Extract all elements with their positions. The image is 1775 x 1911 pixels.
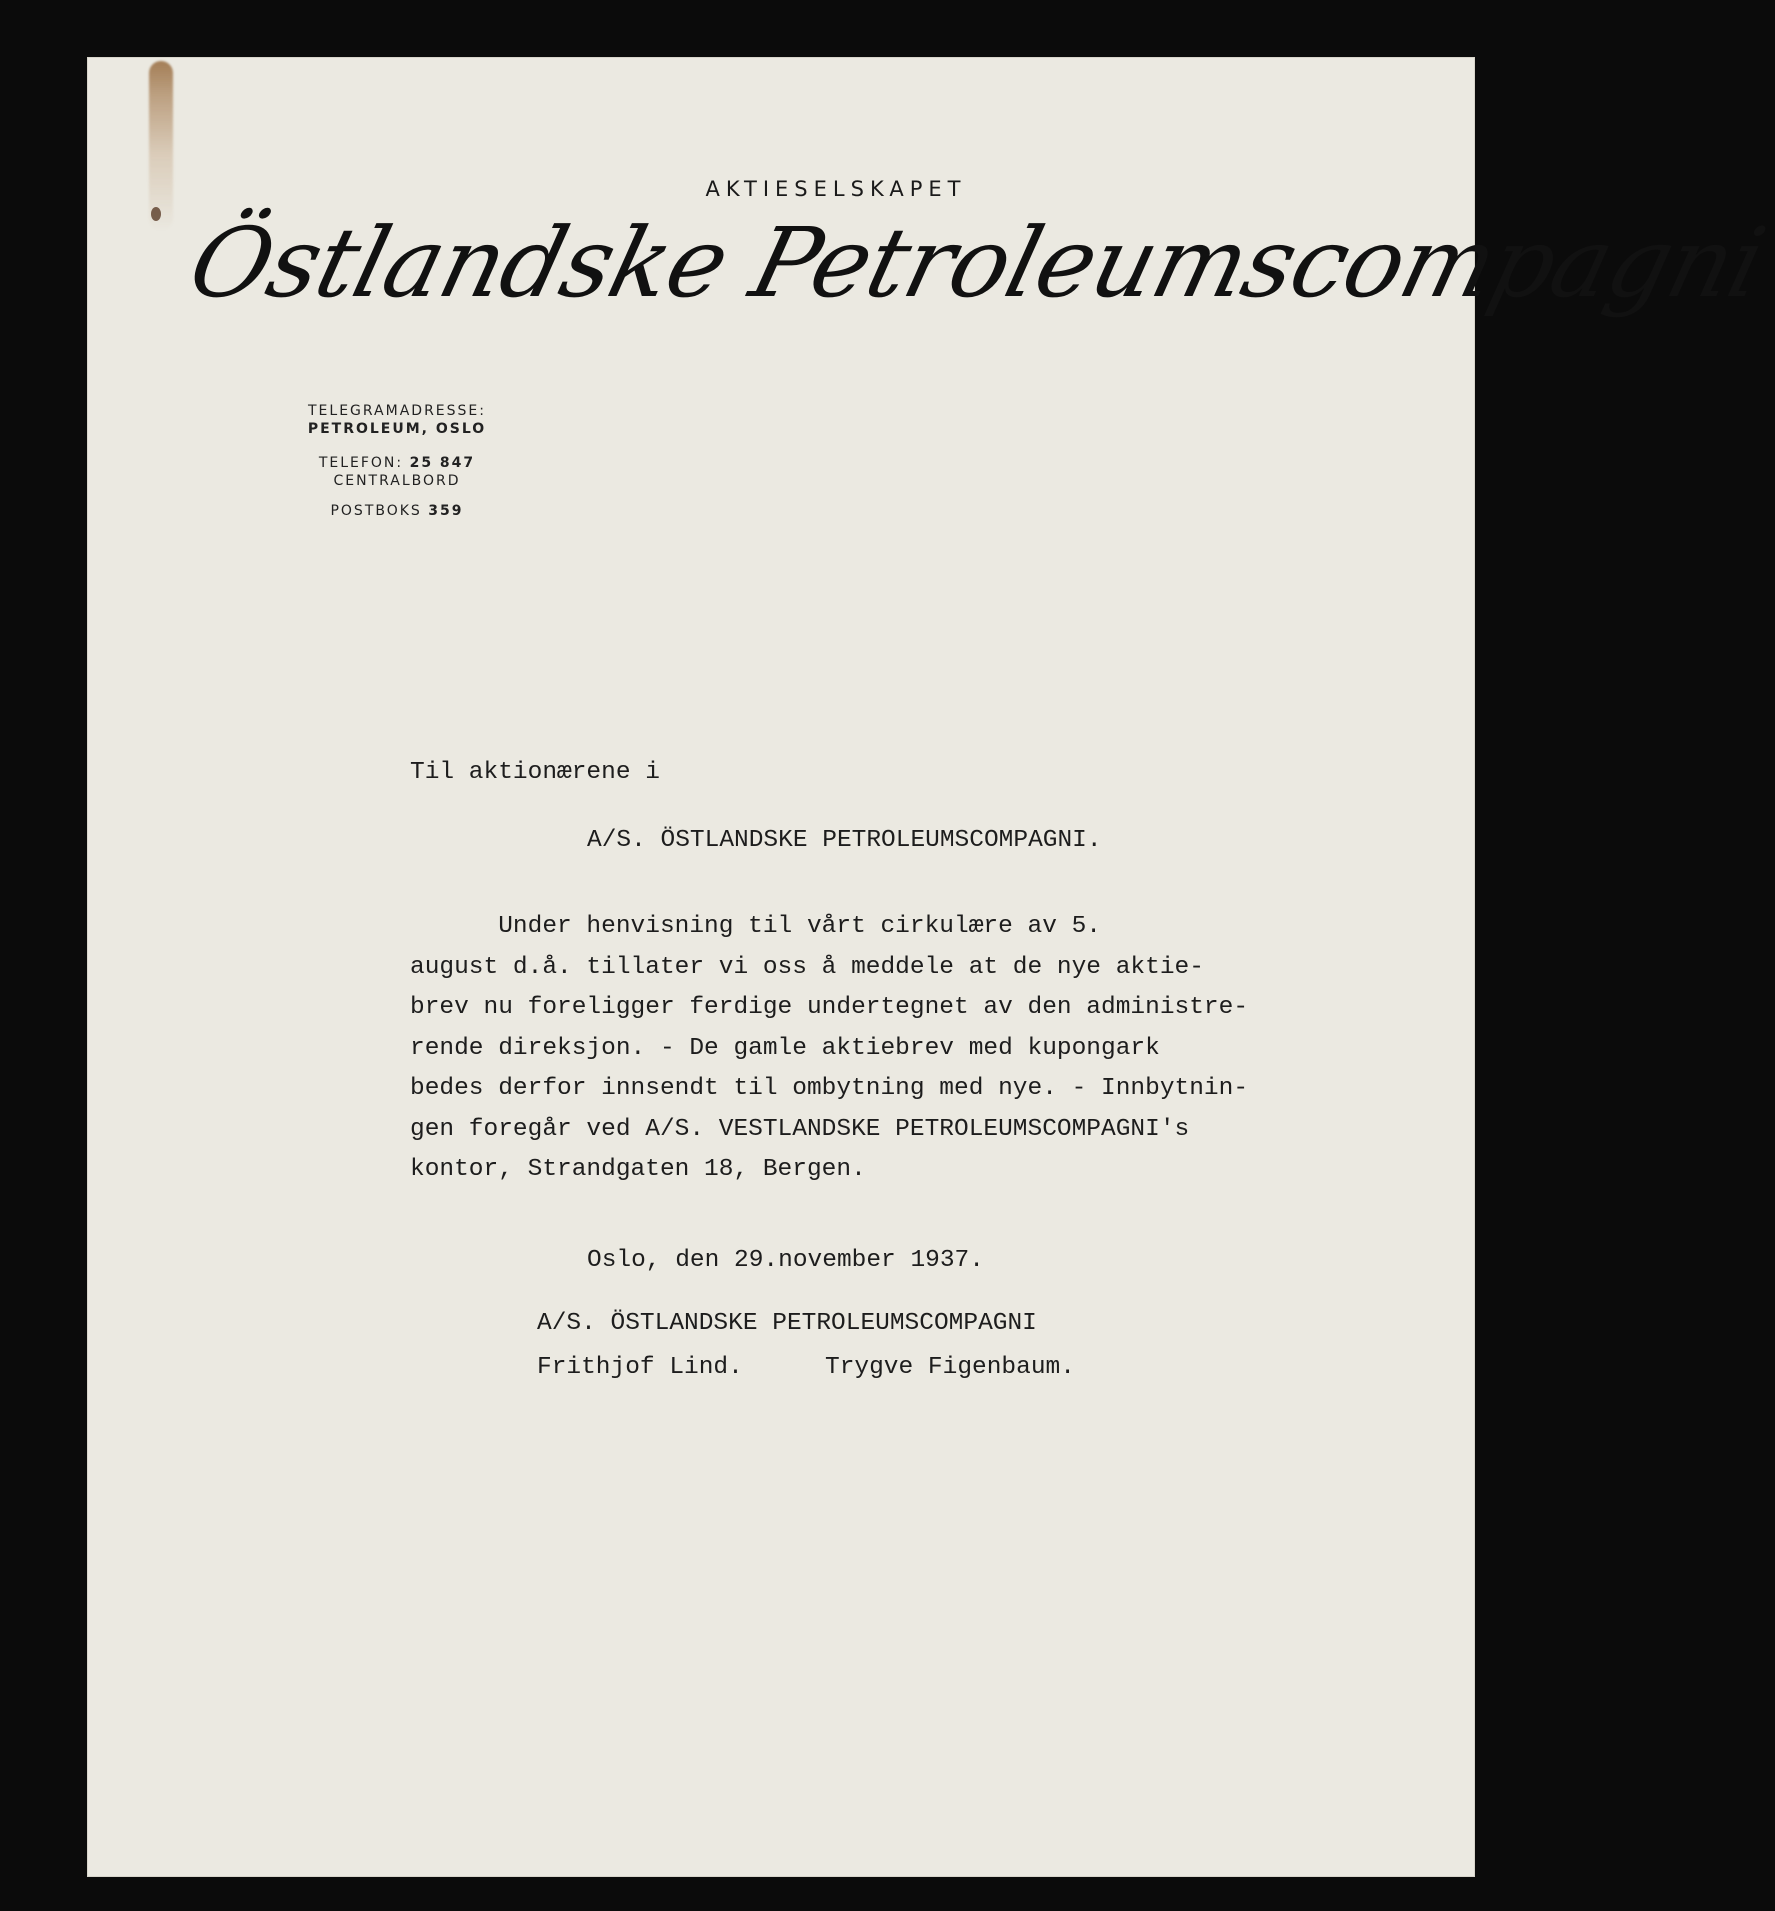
switchboard-label: CENTRALBORD (333, 473, 461, 489)
body-line: kontor, Strandgaten 18, Bergen. (410, 1156, 866, 1183)
letter-page (87, 57, 1775, 1877)
signatory-1: Frithjof Lind. (537, 1354, 743, 1381)
company-form-prefix: AKTIESELSKAPET (705, 177, 967, 201)
phone-label: TELEFON: (318, 455, 404, 471)
place-and-date: Oslo, den 29.november 1937. (587, 1247, 984, 1274)
body-line: Under henvisning til vårt cirkulære av 5. (410, 913, 1102, 940)
body-line: august d.å. tillater vi oss å meddele at de nye aktie- (410, 953, 1204, 981)
phone-line (277, 454, 517, 472)
signatory-2: Trygve Figenbaum. (825, 1354, 1075, 1381)
body-line: bedes derfor innsendt til ombytning med nye. - Innbytnin- (410, 1075, 1249, 1102)
body-line: brev nu foreligger ferdige undertegnet av den administre- (410, 994, 1249, 1021)
letter-body (410, 907, 1330, 1191)
salutation: Til aktionærene i (410, 759, 660, 786)
postbox-line (277, 502, 517, 520)
postbox-number: 359 (428, 503, 464, 519)
rust-stain (149, 61, 173, 231)
telegram-label: TELEGRAMADRESSE: (308, 403, 486, 419)
body-line: rende direksjon. - De gamle aktiebrev med kupongark (410, 1034, 1160, 1062)
company-name-script: Östlandske Petroleumscompagni (179, 207, 1775, 319)
phone-number: 25 847 (409, 455, 476, 471)
postbox-label: POSTBOKS (330, 503, 422, 519)
body-line: gen foregår ved A/S. VESTLANDSKE PETROLEUMSCOMPAGNI's (410, 1115, 1190, 1143)
signature-company: A/S. ÖSTLANDSKE PETROLEUMSCOMPAGNI (537, 1310, 1037, 1337)
letterhead-contact-block (277, 402, 517, 520)
rust-spot (151, 207, 161, 221)
telegram-address: PETROLEUM, OSLO (307, 421, 487, 437)
addressee: A/S. ÖSTLANDSKE PETROLEUMSCOMPAGNI. (587, 827, 1102, 854)
